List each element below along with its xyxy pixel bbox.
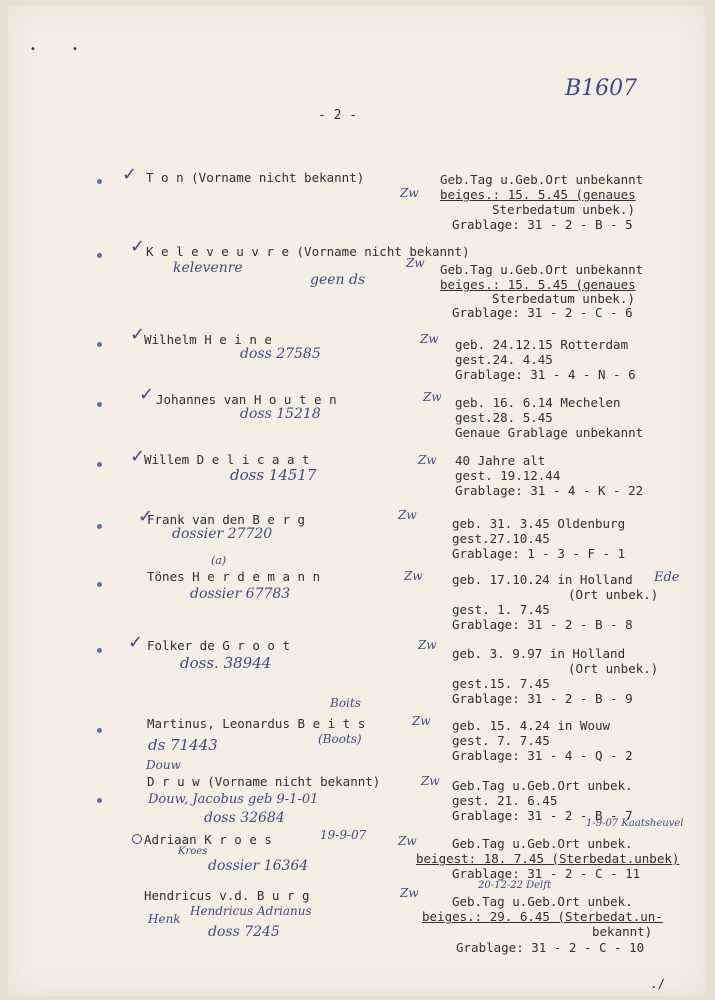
margin-dot (97, 798, 102, 803)
entry-name: K e l e v e u v r e (Vorname nicht bekannt) (146, 244, 470, 259)
handwritten-note: doss 7245 (208, 924, 280, 940)
handwritten-note: 19-9-07 (320, 828, 367, 842)
entry-line: gest. 1. 7.45 (452, 602, 550, 617)
entry-line: Genaue Grablage unbekannt (455, 425, 644, 440)
handwritten-note: dossier 16364 (208, 858, 309, 874)
handwritten-note: 1-9-07 Kaatsheuvel (586, 818, 684, 829)
margin-dot (97, 524, 102, 529)
handwritten-note: Henk (148, 912, 181, 926)
entry-line: geb. 24.12.15 Rotterdam (455, 337, 629, 352)
entry-name: Folker de G r o o t (147, 638, 290, 653)
entry-line: beiges.: 15. 5.45 (genaues (440, 277, 636, 292)
entry-line: Sterbedatum unbek.) (492, 291, 635, 306)
entry-name: Hendricus v.d. B u r g (144, 888, 310, 903)
bottom-mark: ./ (650, 976, 666, 991)
entry-line: gest.28. 5.45 (455, 410, 553, 425)
handwritten-note: doss 27585 (240, 346, 321, 362)
entry-line: gest. 21. 6.45 (452, 793, 558, 808)
entry-line: Grablage: 31 - 2 - B - 8 (452, 617, 633, 632)
handwritten-note: (Boots) (318, 732, 362, 746)
margin-dot (97, 342, 102, 347)
handwritten-note: doss 15218 (240, 406, 321, 422)
entry-name: Adriaan K r o e s (144, 832, 272, 847)
entry-name: Wilhelm H e i n e (144, 332, 272, 347)
entry-line: geb. 31. 3.45 Oldenburg (452, 516, 626, 531)
side-note: Zw (400, 886, 419, 900)
entry-name: Martinus, Leonardus B e i t s (147, 716, 366, 731)
entry-line: Grablage: 31 - 4 - K - 22 (455, 483, 644, 498)
entry-line: Grablage: 31 - 2 - C - 6 (452, 305, 633, 320)
handwritten-note: ds 71443 (148, 736, 218, 754)
margin-dot (97, 462, 102, 467)
corner-mark: • (30, 44, 37, 55)
entry-name: Frank van den B e r g (147, 512, 306, 527)
check-mark: ✓ (122, 164, 138, 185)
entry-line: geb. 3. 9.97 in Holland (452, 646, 626, 661)
handwritten-note: Kroes (178, 846, 208, 857)
margin-dot (97, 253, 102, 258)
entry-line: Grablage: 31 - 4 - N - 6 (455, 367, 636, 382)
handwritten-note: geen ds (310, 272, 366, 288)
handwritten-note: doss. 38944 (180, 654, 272, 672)
entry-name: T o n (Vorname nicht bekannt) (146, 170, 365, 185)
entry-line: gest.15. 7.45 (452, 676, 550, 691)
entry-line: beiges.: 29. 6.45 (Sterbedat.un- (422, 909, 663, 924)
entry-line: Grablage: 31 - 2 - C - 11 (452, 866, 641, 881)
entry-line: geb. 15. 4.24 in Wouw (452, 718, 611, 733)
entry-line: gest.24. 4.45 (455, 352, 553, 367)
entry-line: Geb.Tag u.Geb.Ort unbek. (452, 836, 633, 851)
side-note: Zw (418, 453, 437, 467)
entry-line: (Ort unbek.) (568, 587, 659, 602)
margin-dot (97, 402, 102, 407)
handwritten-note: dossier 27720 (172, 526, 273, 542)
side-note: Zw (420, 332, 439, 346)
corner-mark: • (72, 44, 79, 55)
handwritten-note: kelevenre (173, 260, 243, 276)
check-mark: ✓ (130, 324, 146, 345)
document-page (8, 6, 705, 996)
page-reference: B1607 (565, 76, 638, 101)
margin-circle (132, 834, 142, 844)
entry-line: bekannt) (592, 924, 653, 939)
entry-line: Geb.Tag u.Geb.Ort unbekannt (440, 262, 644, 277)
entry-line: Grablage: 31 - 2 - B - 9 (452, 691, 633, 706)
entry-line: 40 Jahre alt (455, 453, 546, 468)
margin-dot (97, 648, 102, 653)
entry-line: gest.27.10.45 (452, 531, 550, 546)
handwritten-note: dossier 67783 (190, 586, 291, 602)
entry-line: Grablage: 31 - 2 - C - 10 (456, 940, 645, 955)
page-number: - 2 - (318, 108, 358, 123)
side-note: Zw (404, 569, 423, 583)
margin-dot (97, 179, 102, 184)
entry-line: Grablage: 31 - 2 - B - 5 (452, 217, 633, 232)
handwritten-note: Douw (146, 758, 181, 772)
side-note: Zw (400, 186, 419, 200)
handwritten-note: doss 14517 (230, 466, 317, 484)
entry-line: Grablage: 31 - 2 - B - 7 (452, 808, 633, 823)
handwritten-note: doss 32684 (204, 810, 285, 826)
side-note: Zw (418, 638, 437, 652)
entry-line: gest. 19.12.44 (455, 468, 561, 483)
entry-name: Willem D e l i c a a t (144, 452, 310, 467)
check-mark: ✓ (130, 236, 146, 257)
entry-line: (Ort unbek.) (568, 661, 659, 676)
side-note: Zw (421, 774, 440, 788)
entry-line: Geb.Tag u.Geb.Ort unbek. (452, 778, 633, 793)
entry-line: geb. 17.10.24 in Holland (452, 572, 633, 587)
side-note: Zw (398, 508, 417, 522)
handwritten-note: Douw, Jacobus geb 9-1-01 (148, 792, 319, 807)
side-note: Zw (423, 390, 442, 404)
entry-line: Grablage: 1 - 3 - F - 1 (452, 546, 626, 561)
handwritten-note: Hendricus Adrianus (190, 904, 312, 918)
handwritten-note: (a) (211, 554, 227, 567)
side-note: Zw (398, 834, 417, 848)
entry-line: beigest: 18. 7.45 (Sterbedat.unbek) (416, 851, 680, 866)
entry-line: Grablage: 31 - 4 - Q - 2 (452, 748, 633, 763)
entry-name: Johannes van H o u t e n (156, 392, 337, 407)
entry-line: Geb.Tag u.Geb.Ort unbek. (452, 894, 633, 909)
handwritten-note: 20-12-22 Delft (478, 880, 551, 891)
margin-dot (97, 728, 102, 733)
handwritten-note: Ede (654, 570, 680, 585)
margin-dot (97, 582, 102, 587)
check-mark: ✓ (130, 446, 146, 467)
handwritten-note: Boits (330, 696, 361, 710)
side-note: Zw (406, 256, 425, 270)
entry-name: D r u w (Vorname nicht bekannt) (147, 774, 381, 789)
entry-line: Sterbedatum unbek.) (492, 202, 635, 217)
check-mark: ✓ (139, 384, 155, 405)
entry-name: Tönes H e r d e m a n n (147, 569, 321, 584)
check-mark: ✓ (138, 506, 154, 527)
entry-line: geb. 16. 6.14 Mechelen (455, 395, 621, 410)
entry-line: gest. 7. 7.45 (452, 733, 550, 748)
entry-line: beiges.: 15. 5.45 (genaues (440, 187, 636, 202)
entry-line: Geb.Tag u.Geb.Ort unbekannt (440, 172, 644, 187)
check-mark: ✓ (128, 632, 144, 653)
side-note: Zw (412, 714, 431, 728)
